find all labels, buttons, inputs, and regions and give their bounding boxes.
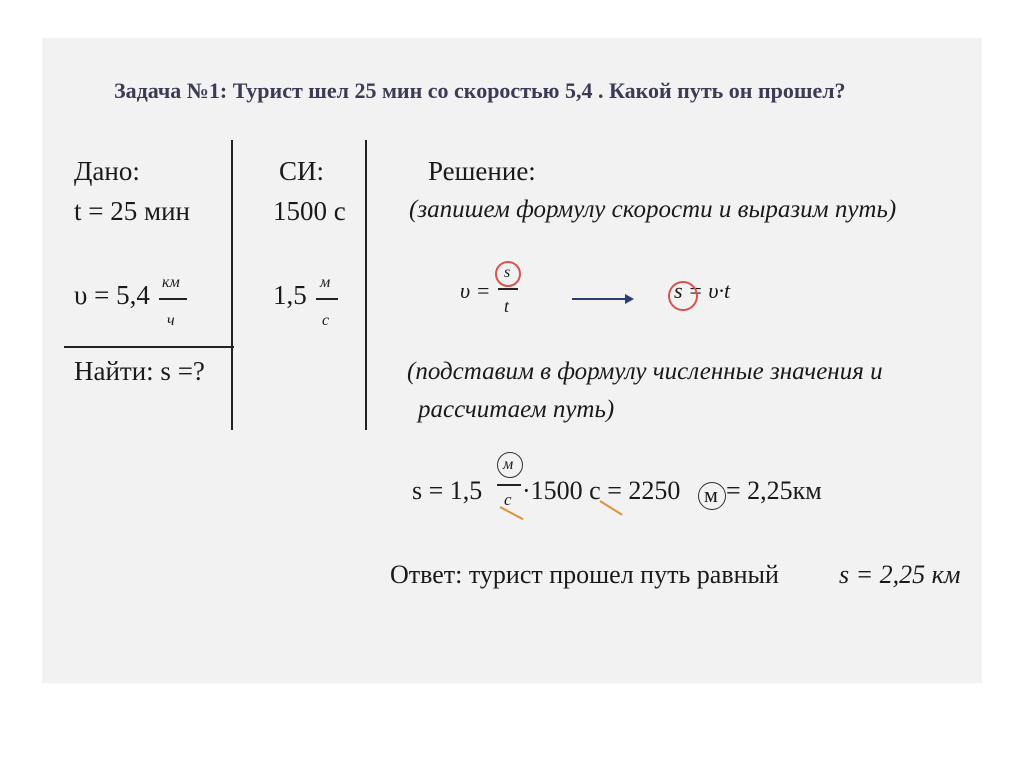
formula-t-den: t [504,296,510,316]
si-header: СИ: [279,156,325,186]
calc-end: = 2,25км [726,476,822,505]
given-speed-den: ч [167,312,175,329]
given-speed: υ = 5,4 [74,280,150,310]
calc-unit-num: м [503,456,514,473]
formula-v-left: υ = [460,278,491,303]
answer-text: Ответ: турист прошел путь равный [390,560,779,589]
si-time: 1500 с [273,196,346,226]
arrow-head [625,294,634,304]
circle-calc-unit [698,482,726,510]
formula-bar [498,288,518,290]
given-header: Дано: [74,156,140,186]
answer-value: s = 2,25 км [839,560,961,589]
given-speed-num: км [162,274,180,291]
solution-header: Решение: [428,156,536,186]
si-speed: 1,5 [273,280,307,310]
si-speed-bar [316,298,338,300]
calc-bar [497,484,521,486]
solution-note-substitute-1: (подставим в формулу численные значения и [407,358,883,385]
circle-s-num [495,261,521,287]
calc-rest: ·1500 с = 2250 [522,476,681,505]
solution-note-formula: (запишем формулу скорости и выразим путь) [409,196,897,223]
calc-prefix: s = 1,5 [412,476,483,505]
slide [42,38,982,683]
calc-unit: м [704,482,718,507]
given-speed-bar [159,298,187,300]
si-speed-den: с [322,312,330,329]
circle-s-result [668,281,698,311]
divider-given-si [231,140,233,430]
solution-note-substitute-2: рассчитаем путь) [418,396,615,423]
slide-title: Задача №1: Турист шел 25 мин со скоростью 5,4 . Какой путь он прошел? [114,78,846,103]
divider-si-solution [365,140,367,430]
formula-s-result: s = υ·t [674,278,731,303]
given-find: Найти: s =? [74,356,205,386]
si-speed-num: м [320,274,331,291]
calc-unit-den: с [504,490,512,509]
given-time: t = 25 мин [74,196,190,226]
divider-find [64,346,234,348]
formula-s-num: s [504,264,511,281]
arrow-line [572,298,626,300]
circle-calc-num [497,452,523,478]
